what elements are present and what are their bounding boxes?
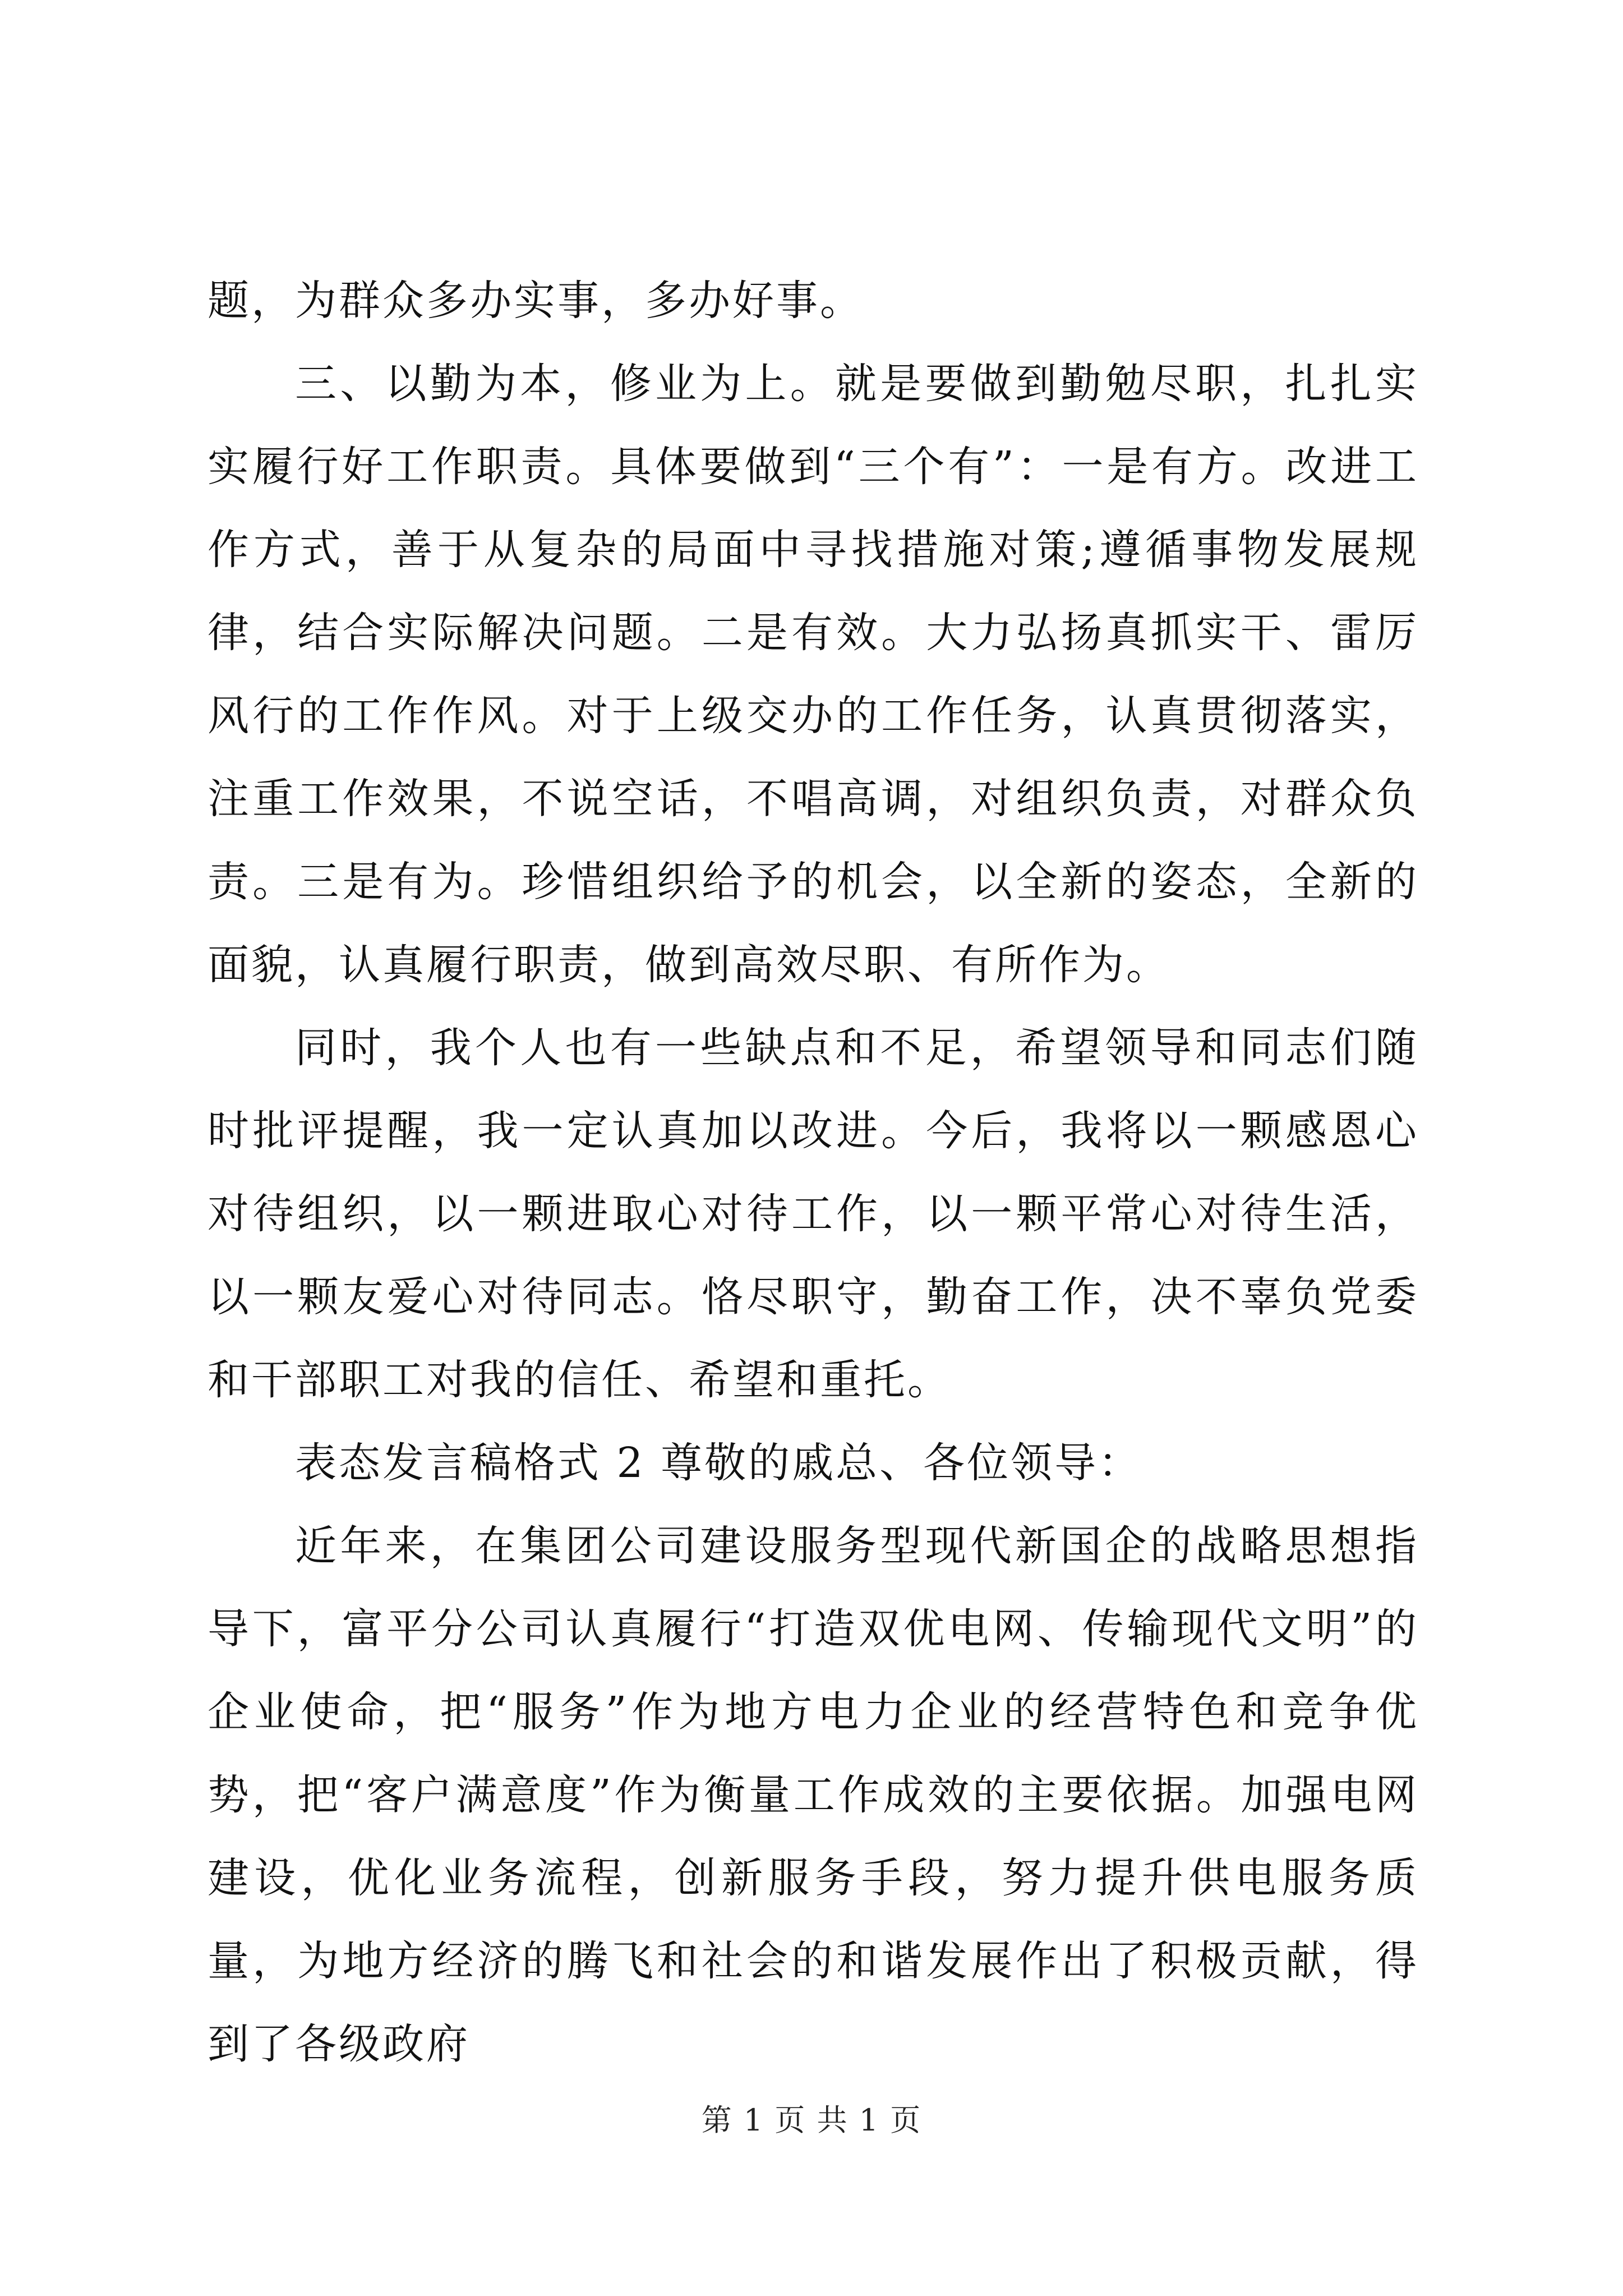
paragraph-diligence: 三、以勤为本，修业为上。就是要做到勤勉尽职，扎扎实实履行好工作职责。具体要做到“三个有”：一是有方。改进工作方式，善于从复杂的局面中寻找措施对策;遵循事物发展规律，结合实际解决问题。二是有效。大力弘扬真抓实干、雷厉风行的工作作风。对于上级交办的工作任务，认真贯彻落实，注重工作效果，不说空话，不唱高调，对组织负责，对群众负责。三是有为。珍惜组织给予的机会，以全新的姿态，全新的面貌，认真履行职责，做到高效尽职、有所作为。 — [208, 360, 1419, 989]
paragraph-shortcomings: 同时，我个人也有一些缺点和不足，希望领导和同志们随时批评提醒，我一定认真加以改进。今后，我将以一颗感恩心对待组织，以一颗进取心对待工作，以一颗平常心对待生活，以一颗友爱心对待同志。恪尽职守，勤奋工作，决不辜负党委和干部职工对我的信任、希望和重托。 — [208, 1024, 1419, 1404]
page-footer: 第 1 页 共 1 页 — [701, 2102, 922, 2138]
paragraph-speech-heading: 表态发言稿格式 2 尊敬的戚总、各位领导： — [295, 1439, 1142, 1487]
paragraph-continuation: 题，为群众多办实事，多办好事。 — [208, 277, 864, 325]
paragraph-company-intro: 近年来，在集团公司建设服务型现代新国企的战略思想指导下，富平分公司认真履行“打造双优电网、传输现代文明”的企业使命，把“服务”作为地方电力企业的经营特色和竞争优势，把“客户满意度”作为衡量工作成效的主要依据。加强电网建设，优化业务流程，创新服务手段，努力提升供电服务质量，为地方经济的腾飞和社会的和谐发展作出了积极贡献，得到了各级政府 — [208, 1522, 1419, 2068]
document-body — [208, 259, 1419, 2086]
